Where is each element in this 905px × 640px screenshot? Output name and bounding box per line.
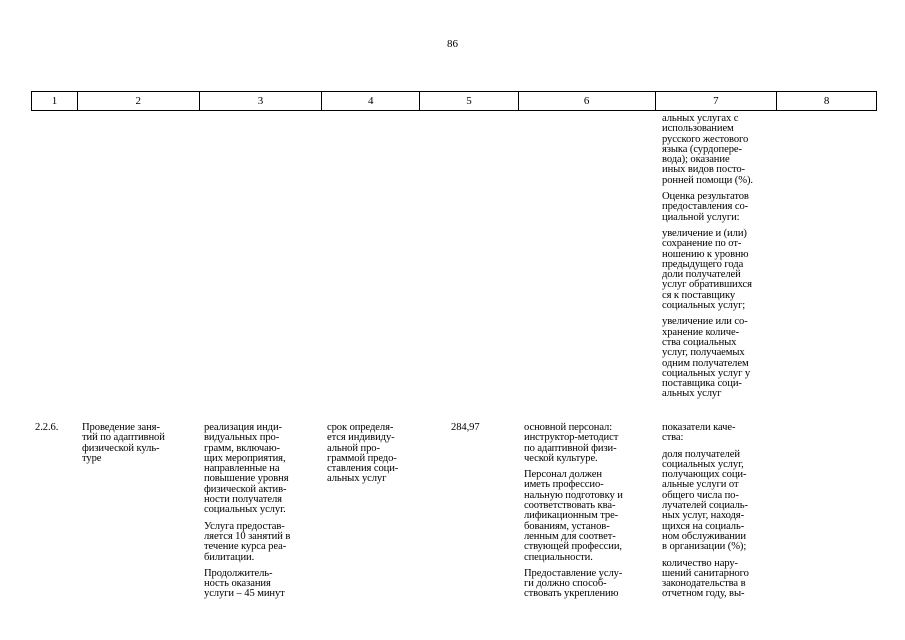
paragraph bbox=[204, 423, 290, 516]
service-name-cell bbox=[82, 423, 165, 464]
text-line: циальной услуги: bbox=[662, 211, 740, 223]
paragraph bbox=[662, 423, 749, 444]
text-line: ческой культуре. bbox=[524, 452, 598, 464]
text-line: количество нару- bbox=[662, 557, 738, 569]
text-line: альной про- bbox=[327, 442, 380, 454]
text-line: повышение уровня bbox=[204, 473, 289, 485]
text-line: Проведение заня- bbox=[82, 422, 160, 433]
text-line: социальных услуг, bbox=[662, 458, 744, 470]
text-line: реализация инди- bbox=[204, 422, 282, 433]
text-line: ность оказания bbox=[204, 578, 271, 590]
header-cell-2: 2 bbox=[77, 92, 199, 110]
text-line: в организации (%); bbox=[662, 541, 747, 553]
text-line: физической актив- bbox=[204, 483, 287, 495]
paragraph bbox=[204, 522, 290, 563]
text-line: физической куль- bbox=[82, 442, 160, 454]
text-line: альных услуг bbox=[662, 388, 722, 400]
text-line: увеличение и (или) bbox=[662, 227, 747, 239]
text-line: доля получателей bbox=[662, 448, 740, 460]
text-line: нальную подготовку и bbox=[524, 489, 623, 501]
text-line: по адаптивной физи- bbox=[524, 442, 617, 454]
text-line: грамм, включаю- bbox=[204, 442, 280, 454]
text-line: течение курса реа- bbox=[204, 541, 287, 553]
text-line: ствовать укреплению bbox=[524, 588, 619, 600]
paragraph bbox=[662, 229, 753, 311]
text-line: инструктор-методист bbox=[524, 432, 619, 444]
header-cell-3: 3 bbox=[199, 92, 322, 110]
text-line: соответствовать ква- bbox=[524, 500, 616, 512]
text-line: услуг, получаемых bbox=[662, 347, 745, 359]
service-cost-cell bbox=[451, 423, 480, 433]
text-line: Персонал должен bbox=[524, 469, 602, 481]
text-line: увеличение или со- bbox=[662, 316, 748, 328]
text-line: Предоставление услу- bbox=[524, 567, 623, 579]
text-line: иных видов посто- bbox=[662, 164, 745, 176]
header-cell-4: 4 bbox=[321, 92, 419, 110]
table-header-row bbox=[31, 91, 877, 111]
text-line: предоставления со- bbox=[662, 201, 749, 213]
text-line: специальности. bbox=[524, 551, 593, 563]
paragraph bbox=[327, 423, 398, 485]
text-line: получающих соци- bbox=[662, 469, 747, 481]
row-number-text: 2.2.6. bbox=[35, 422, 59, 433]
text-line: иметь профессио- bbox=[524, 479, 604, 491]
paragraph bbox=[662, 450, 749, 553]
continued-indicators-column bbox=[662, 114, 753, 400]
text-line: видуальных про- bbox=[204, 432, 280, 444]
text-line: срок определя- bbox=[327, 422, 394, 433]
text-line: доли получателей bbox=[662, 269, 741, 281]
service-description-cell bbox=[204, 423, 290, 600]
service-term-cell bbox=[327, 423, 398, 485]
text-line: ном обслуживании bbox=[662, 530, 746, 542]
header-cell-7: 7 bbox=[655, 92, 777, 110]
text-line: ся к поставщику bbox=[662, 289, 736, 301]
text-line: лучателей социаль- bbox=[662, 500, 748, 512]
text-line: ствующей профессии, bbox=[524, 541, 622, 553]
text-line: альных услугах с bbox=[662, 113, 739, 124]
text-line: социальных услуг у bbox=[662, 367, 751, 379]
text-line: сохранение по от- bbox=[662, 238, 742, 250]
text-line: альные услуги от bbox=[662, 479, 739, 491]
text-line: ности получателя bbox=[204, 494, 282, 506]
text-line: социальных услуг. bbox=[204, 504, 286, 516]
text-line: туре bbox=[82, 452, 102, 464]
text-line: законодательства в bbox=[662, 578, 746, 590]
text-line: ронней помощи (%). bbox=[662, 174, 753, 186]
page-number: 86 bbox=[447, 38, 458, 50]
paragraph bbox=[82, 423, 165, 464]
quality-indicators-cell bbox=[662, 423, 749, 600]
text-line: поставщика соци- bbox=[662, 378, 742, 390]
text-line: ги должно способ- bbox=[524, 578, 607, 590]
paragraph bbox=[524, 470, 623, 563]
paragraph bbox=[524, 569, 623, 600]
text-line: бованиям, установ- bbox=[524, 520, 610, 532]
service-conditions-cell bbox=[524, 423, 623, 600]
text-line: использованием bbox=[662, 123, 734, 135]
text-line: услуг обратившихся bbox=[662, 279, 752, 291]
header-cell-5: 5 bbox=[419, 92, 518, 110]
row-number bbox=[35, 423, 58, 433]
text-line: Оценка результатов bbox=[662, 191, 749, 203]
text-line: предыдущего года bbox=[662, 258, 744, 270]
text-line: тий по адаптивной bbox=[82, 432, 165, 444]
text-line: одним получателем bbox=[662, 357, 749, 369]
text-line: ных услуг, находя- bbox=[662, 510, 745, 522]
header-cell-6: 6 bbox=[518, 92, 655, 110]
text-line: показатели каче- bbox=[662, 422, 736, 433]
text-line: ставления соци- bbox=[327, 463, 399, 475]
text-line: граммой предо- bbox=[327, 452, 397, 464]
text-line: Услуга предостав- bbox=[204, 520, 285, 532]
service-cost-text: 284,97 bbox=[451, 422, 480, 433]
text-line: Продолжитель- bbox=[204, 567, 273, 579]
text-line: ства: bbox=[662, 432, 684, 444]
text-line: ства социальных bbox=[662, 336, 737, 348]
paragraph bbox=[662, 317, 753, 399]
text-line: общего числа по- bbox=[662, 489, 739, 501]
header-cell-1: 1 bbox=[51, 95, 58, 107]
text-line: лификационным тре- bbox=[524, 510, 619, 522]
text-line: ется индивиду- bbox=[327, 432, 395, 444]
text-line: отчетном году, вы- bbox=[662, 588, 745, 600]
text-line: русского жестового bbox=[662, 133, 749, 145]
text-line: ляется 10 занятий в bbox=[204, 530, 291, 542]
paragraph bbox=[662, 559, 749, 600]
text-line: направленные на bbox=[204, 463, 280, 475]
paragraph bbox=[662, 114, 753, 186]
paragraph bbox=[204, 569, 290, 600]
text-line: хранение количе- bbox=[662, 326, 740, 338]
text-line: вода); оказание bbox=[662, 154, 730, 166]
paragraph bbox=[662, 192, 753, 223]
text-line: ношению к уровню bbox=[662, 248, 749, 260]
text-line: социальных услуг; bbox=[662, 300, 746, 312]
text-line: щих мероприятия, bbox=[204, 452, 286, 464]
text-line: билитации. bbox=[204, 551, 255, 563]
text-line: основной персонал: bbox=[524, 422, 613, 433]
text-line: щихся на социаль- bbox=[662, 520, 745, 532]
text-line: альных услуг bbox=[327, 473, 387, 485]
text-line: шений санитарного bbox=[662, 567, 749, 579]
text-line: услуги – 45 минут bbox=[204, 588, 285, 600]
header-cell-8: 8 bbox=[776, 92, 876, 110]
text-line: ленным для соответ- bbox=[524, 530, 616, 542]
text-line: языка (сурдопере- bbox=[662, 143, 742, 155]
paragraph bbox=[524, 423, 623, 464]
